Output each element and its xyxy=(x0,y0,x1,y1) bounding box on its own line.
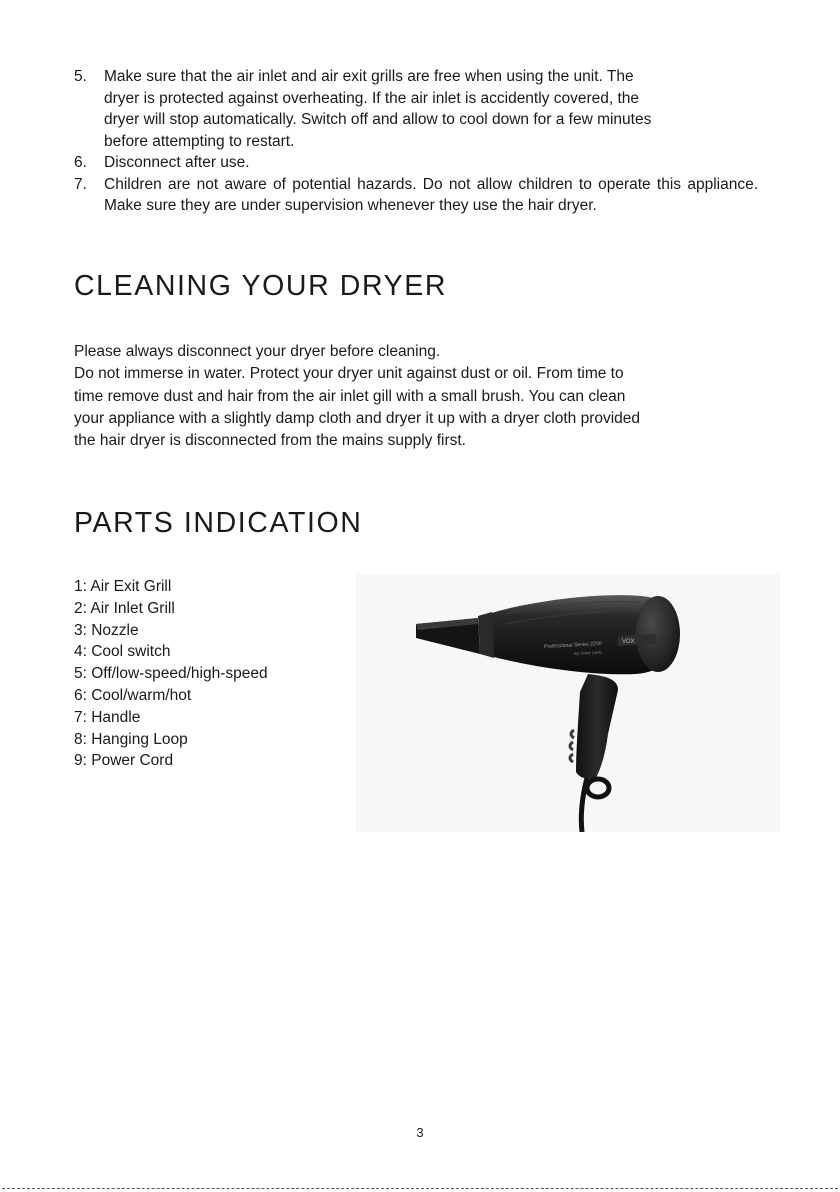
item-text-line: Disconnect after use. xyxy=(104,154,250,171)
item-number: 7. xyxy=(74,175,87,193)
item-number: 5. xyxy=(74,68,87,85)
instruction-list xyxy=(74,66,758,217)
part-item: 4: Cool switch xyxy=(74,643,171,661)
brand-logo: VOX xyxy=(622,639,635,645)
item-text-line: dryer will stop automatically. Switch off and allow to cool down for a few minutes xyxy=(104,111,652,128)
cleaning-line: Do not immerse in water. Protect your dryer unit against dust or oil. From time to xyxy=(74,365,624,383)
part-item: 1: Air Exit Grill xyxy=(74,578,172,595)
part-item: 5: Off/low-speed/high-speed xyxy=(74,665,268,683)
item-text-line: dryer is protected against overheating. If the air inlet is accidently covered, the xyxy=(104,89,640,107)
air-inlet-grill xyxy=(636,596,680,672)
parts-heading: PARTS INDICATION xyxy=(74,507,363,539)
list-item xyxy=(74,152,758,174)
series-sublabel: AC motor | ionic xyxy=(573,649,603,656)
item-text: Children are not aware of potential hazards. Do not allow children to operate this appliance. Make sure they are under supervision whenever they use the hair dryer. xyxy=(104,175,758,214)
parts-list xyxy=(74,576,268,772)
cleaning-paragraph xyxy=(74,341,754,452)
cleaning-line: your appliance with a slightly damp cloth and dryer it up with a dryer cloth provided xyxy=(74,409,641,427)
footer-divider xyxy=(2,1188,838,1189)
page-number: 3 xyxy=(416,1125,424,1140)
item-number: 6. xyxy=(74,154,87,171)
part-item: 3: Nozzle xyxy=(74,621,139,639)
part-item: 8: Hanging Loop xyxy=(74,730,188,748)
item-text-line: Make sure that the air inlet and air exit grills are free when using the unit. The xyxy=(104,68,634,85)
hair-dryer-illustration xyxy=(356,574,780,832)
list-item xyxy=(74,174,758,217)
hanging-loop xyxy=(587,779,609,797)
hair-dryer-photo xyxy=(356,574,780,832)
handle xyxy=(576,674,618,779)
part-item: 9: Power Cord xyxy=(74,752,174,770)
cleaning-heading: CLEANING YOUR DRYER xyxy=(74,270,448,302)
series-label: Professional Series 2200 xyxy=(543,640,602,650)
item-text-line: before attempting to restart. xyxy=(104,132,295,150)
part-item: 2: Air Inlet Grill xyxy=(74,599,175,617)
cleaning-line: Please always disconnect your dryer before cleaning. xyxy=(74,343,441,360)
part-item: 7: Handle xyxy=(74,708,141,726)
cleaning-line: time remove dust and hair from the air inlet gill with a small brush. You can clean xyxy=(74,387,626,405)
list-item xyxy=(74,66,758,152)
part-item: 6: Cool/warm/hot xyxy=(74,686,192,704)
cleaning-line: the hair dryer is disconnected from the mains supply first. xyxy=(74,432,466,450)
